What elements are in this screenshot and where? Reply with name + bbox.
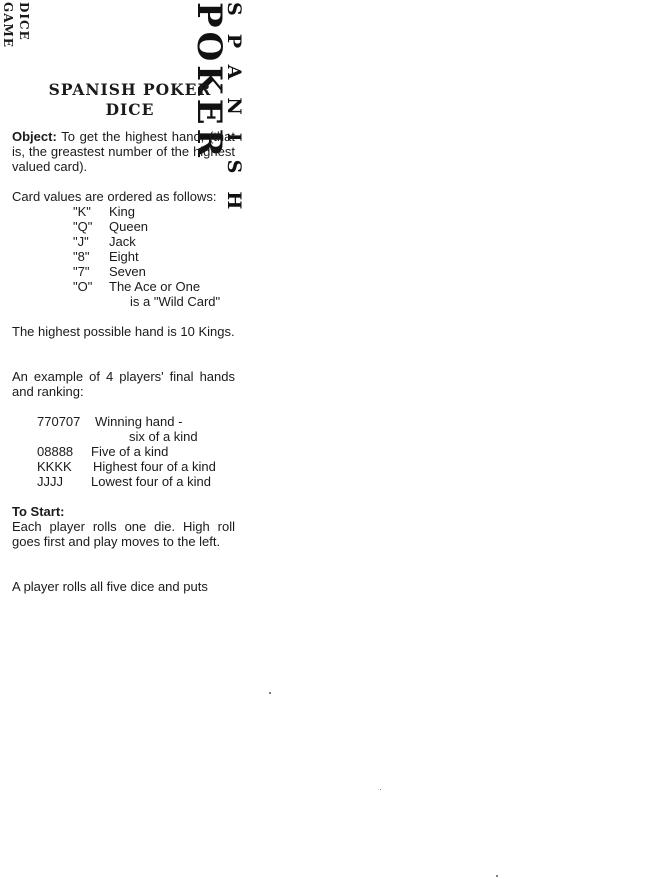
hand-desc-4: Lowest four of a kind xyxy=(91,474,211,489)
logo-side-dice: DICE xyxy=(17,2,31,41)
card-symbol-q: "Q" xyxy=(73,219,93,234)
logo-line-spanish: SPANISH xyxy=(223,2,245,228)
scan-speck xyxy=(380,789,381,790)
card-name-7: Seven xyxy=(109,264,146,279)
hand-desc-2: Five of a kind xyxy=(91,444,169,459)
card-symbol-j: "J" xyxy=(73,234,89,249)
title-line-2: DICE xyxy=(105,100,155,119)
card-name-8: Eight xyxy=(109,249,139,264)
scan-speck xyxy=(496,875,498,877)
object-text: To get the highest hand, (that is, the greastest number of the highest valued card). xyxy=(12,129,235,174)
card-symbol-7: "7" xyxy=(73,264,90,279)
logo-line-poker: POKER xyxy=(189,2,229,161)
card-name-q: Queen xyxy=(109,219,149,234)
object-label: Object: xyxy=(12,129,57,144)
card-name-k: King xyxy=(109,204,136,219)
hand-desc-1b: six of a kind xyxy=(129,429,198,444)
card-name-o: The Ace or One xyxy=(109,279,201,294)
title-line-1: SPANISH POKER xyxy=(48,80,212,99)
card-symbol-k: "K" xyxy=(73,204,91,219)
continuation-paragraph: A player rolls all five dice and puts xyxy=(12,579,208,594)
hand-dice-3: KKKK xyxy=(37,459,72,474)
to-start-heading: To Start: xyxy=(12,504,65,519)
card-symbol-o: "O" xyxy=(73,279,93,294)
hand-dice-4: JJJJ xyxy=(37,474,63,489)
logo-side-game: GAME xyxy=(1,2,15,48)
highest-hand-paragraph: The highest possible hand is 10 Kings. xyxy=(12,324,235,339)
card-values-intro: Card values are ordered as follows: xyxy=(12,189,217,204)
example-intro: An example of 4 players' final hands and ranking: xyxy=(12,369,235,399)
to-start-paragraph: Each player rolls one die. High roll goes first and play moves to the left. xyxy=(12,519,235,549)
wild-card-note: is a "Wild Card" xyxy=(130,294,221,309)
object-paragraph xyxy=(12,129,235,174)
logo-side xyxy=(0,2,32,60)
card-symbol-8: "8" xyxy=(73,249,90,264)
hand-desc-3: Highest four of a kind xyxy=(93,459,216,474)
card-name-j: Jack xyxy=(109,234,136,249)
hand-desc-1: Winning hand - xyxy=(95,414,183,429)
hand-dice-1: 770707 xyxy=(37,414,81,429)
scan-speck xyxy=(269,692,271,694)
hand-dice-2: 08888 xyxy=(37,444,74,459)
